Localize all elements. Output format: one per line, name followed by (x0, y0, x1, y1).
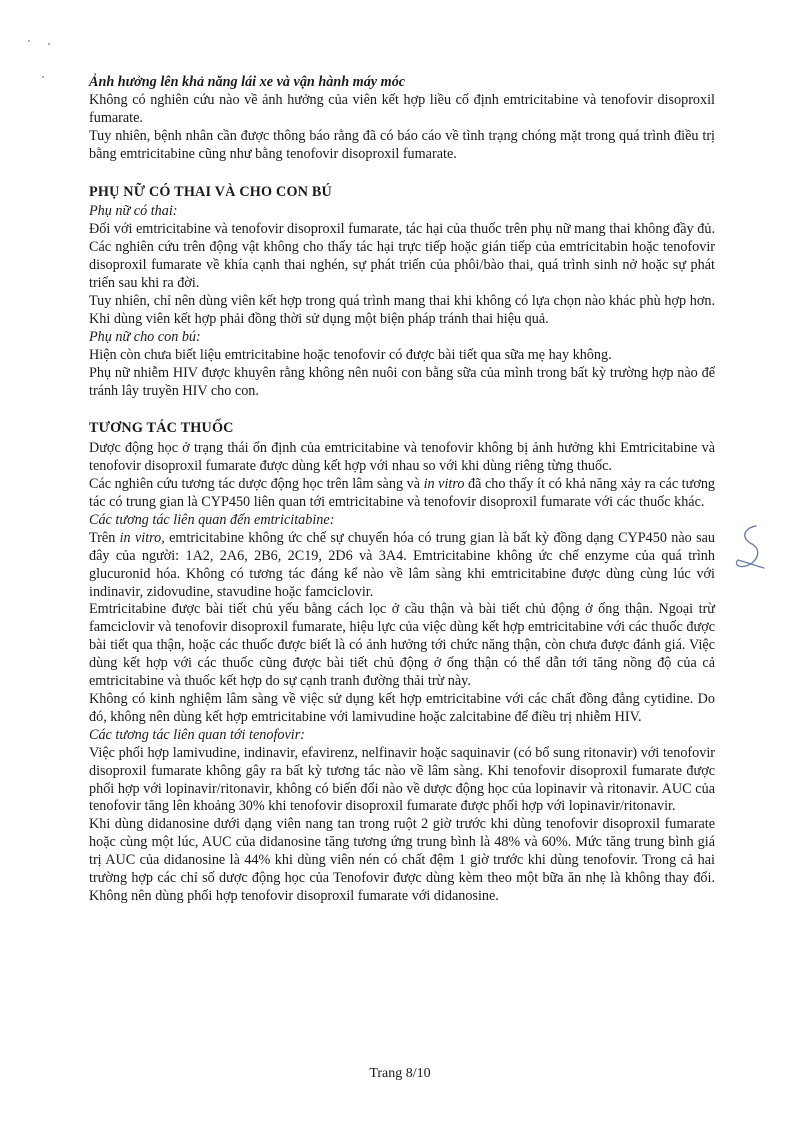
text-run: Trên (89, 529, 120, 546)
paragraph: Đối với emtricitabine và tenofovir disoproxil fumarate, tác hại của thuốc trên phụ nữ mang thai không đầy đủ. Các nghiên cứu trên động vật không cho thấy tác hại trực tiếp hoặc gián tiếp của emtricitabin hoặc tenofovir disoproxil fumarate về khía cạnh thai nghén, sự phát triển của phôi/bào thai, quá trình sinh nở hoặc sự phát triển sau khi ra đời. (89, 221, 715, 292)
paragraph (89, 530, 715, 602)
text-run: Các nghiên cứu tương tác dược động học trên lâm sàng và (89, 476, 424, 493)
paragraph: Dược động học ở trạng thái ổn định của emtricitabine và tenofovir không bị ảnh hưởng khi Emtricitabine và tenofovir disoproxil fumarate được dùng kết hợp với nhau so với khi dùng riêng từng thuốc. (89, 440, 715, 475)
text-run: emtricitabine không ức chế sự chuyển hóa có trung gian là bất kỳ đồng dạng CYP450 nào sau đây của người: 1A2, 2A6, 2B6, 2C19, 2D6 và 3A4. Emtricitabine không ức chế enzyme của quá trình glucuronid hóa. Không có tương tác đáng kể nào về lâm sàng khi emtricitabine được dùng cùng lúc với indinavir, zidovudine, stavudine hoặc famciclovir. (89, 529, 715, 600)
paragraph: Tuy nhiên, chỉ nên dùng viên kết hợp trong quá trình mang thai khi không có lựa chọn nào khác phù hợp hơn. Khi dùng viên kết hợp phải đồng thời sử dụng một biện pháp tránh thai hiệu quả. (89, 292, 715, 327)
page-number: Trang 8/10 (369, 1066, 431, 1081)
paragraph: Emtricitabine được bài tiết chủ yếu bằng cách lọc ở cầu thận và bài tiết chủ động ở ống thận. Ngoại trừ famciclovir và tenofovir disoproxil fumarate, hiệu lực của việc dùng kết hợp emtricitabine với các thuốc được bài tiết qua thận, hoặc các thuốc được biết là có ảnh hưởng tới chức năng thận, còn chưa được đánh giá. Việc dùng kết hợp với các thuốc cũng được bài tiết chủ động ở ống thận có thể dẫn tới tăng nồng độ của cả emtricitabine và thuốc kết hợp do sự cạnh tranh đường thải trừ này. (89, 601, 715, 690)
subheading-pregnant: Phụ nữ có thai: (89, 203, 178, 220)
handwritten-initial-mark (728, 522, 768, 572)
paragraph: Phụ nữ nhiễm HIV được khuyên rằng không nên nuôi con bằng sữa của mình trong bất kỳ trường hợp nào để tránh lây truyền HIV cho con. (89, 364, 715, 399)
paragraph: Tuy nhiên, bệnh nhân cần được thông báo rằng đã có báo cáo về tình trạng chóng mặt trong quá trình điều trị bằng emtricitabine cũng như bằng tenofovir disoproxil fumarate. (89, 127, 715, 162)
paragraph: Không có kinh nghiệm lâm sàng về việc sử dụng kết hợp emtricitabine với các chất đồng đẳng cytidine. Do đó, không nên dùng kết hợp emtricitabine với lamivudine hoặc zalcitabine để điều trị nhiễm HIV. (89, 691, 715, 725)
document-body (89, 74, 715, 906)
paragraph: Không có nghiên cứu nào về ảnh hưởng của viên kết hợp liều cố định emtricitabine và tenofovir disoproxil fumarate. (89, 91, 715, 126)
subheading-emtricitabine: Các tương tác liên quan đến emtricitabine: (89, 511, 335, 528)
section-title-interactions: TƯƠNG TÁC THUỐC (89, 420, 234, 437)
italic-term: in vitro (423, 476, 465, 493)
subheading-breastfeeding: Phụ nữ cho con bú: (89, 328, 201, 345)
paragraph: Hiện còn chưa biết liệu emtricitabine hoặc tenofovir có được bài tiết qua sữa mẹ hay không. (89, 346, 612, 363)
paragraph: Việc phối hợp lamivudine, indinavir, efavirenz, nelfinavir hoặc saquinavir (có bổ sung ritonavir) với tenofovir disoproxil fumarate không gây ra bất kỳ tương tác nào về lâm sàng. Khi tenofovir disoproxil fumarate được phối hợp với lopinavir/ritonavir, không có biến đổi nào về dược động học của lopinavir và ritonavir. AUC của tenofovir tăng lên khoảng 30% khi tenofovir disoproxil fumarate được phối hợp với lopinavir/ritonavir. (89, 744, 715, 815)
section-title-pregnancy: PHỤ NỮ CÓ THAI VÀ CHO CON BÚ (89, 183, 332, 200)
text-run: đã cho thấy ít có khả năng xảy ra các tương tác có trung gian là CYP450 liên quan tới emtricitabine và tenofovir disoproxil fumarate với các thuốc khác. (89, 476, 716, 511)
subheading-tenofovir: Các tương tác liên quan tới tenofovir: (89, 726, 305, 743)
paragraph (89, 476, 715, 512)
italic-term: in vitro, (119, 529, 165, 546)
paragraph: Khi dùng didanosine dưới dạng viên nang tan trong ruột 2 giờ trước khi dùng tenofovir disoproxil fumarate hoặc cùng một lúc, AUC của didanosine tăng tương ứng trung bình là 48% và 60%. Mức tăng trung bình giá trị AUC của didanosine là 44% khi dùng viên nén có chất đệm 1 giờ trước khi dùng tenofovir. Trong cả hai trường hợp các chỉ số dược động học của Tenofovir được dùng kèm theo một bữa ăn nhẹ là không thay đổi. Không nên dùng phối hợp tenofovir disoproxil fumarate với didanosine. (89, 816, 715, 904)
section-title-driving: Ảnh hưởng lên khả năng lái xe và vận hành máy móc (89, 74, 406, 90)
